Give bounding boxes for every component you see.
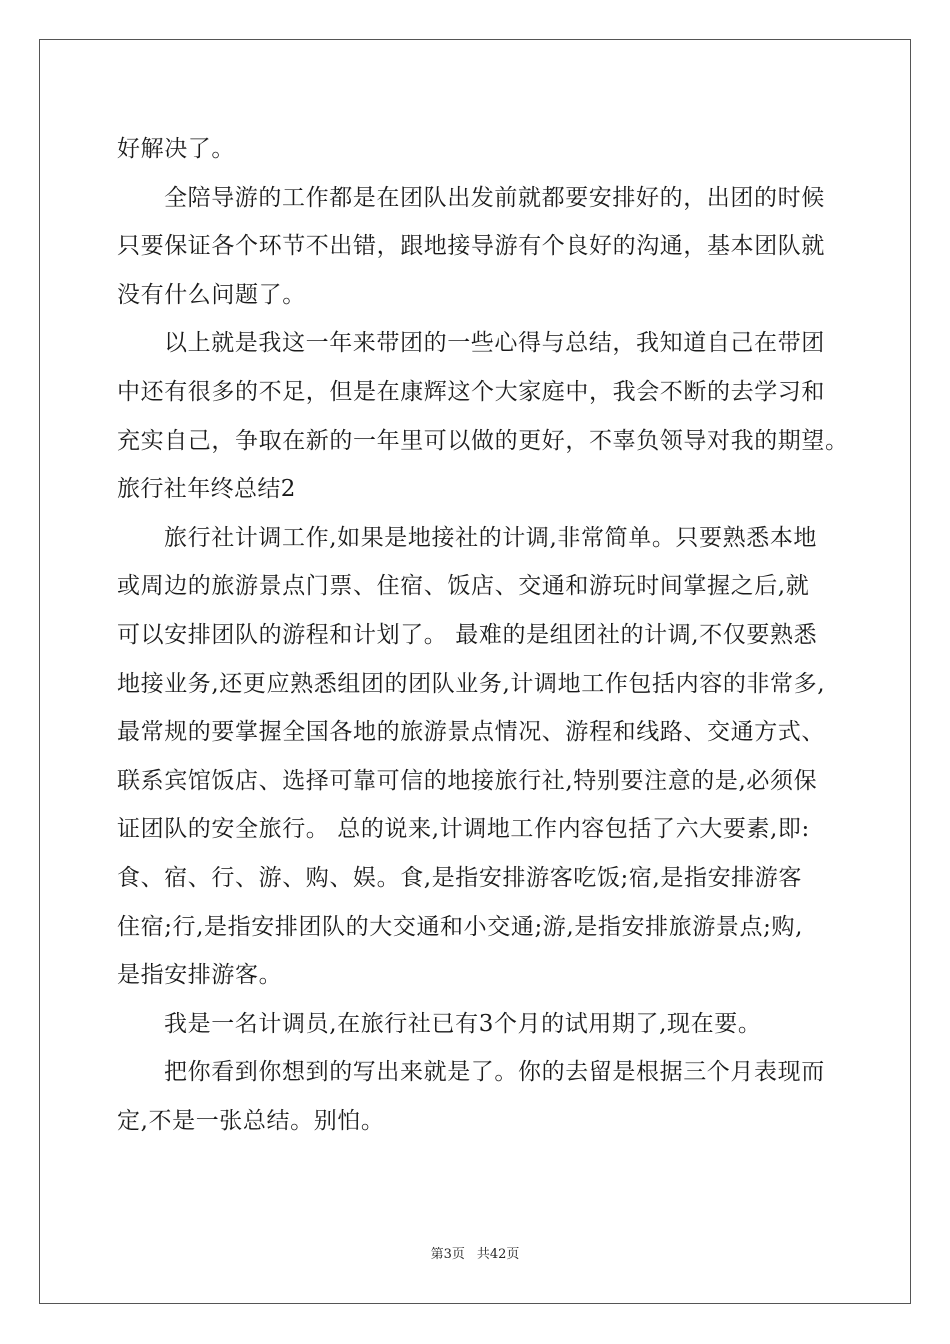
- page-footer: [0, 1246, 950, 1264]
- text-line: 联系宾馆饭店、选择可靠可信的地接旅行社,特别要注意的是,必须保: [117, 767, 818, 794]
- text-line: 或周边的旅游景点门票、住宿、饭店、交通和游玩时间掌握之后,就: [117, 573, 810, 600]
- paragraph-start: 全陪导游的工作都是在团队出发前就都要安排好的，出团的时候: [164, 184, 825, 211]
- text-line: 地接业务,还更应熟悉组团的团队业务,计调地工作包括内容的非常多,: [117, 670, 826, 697]
- text-line: 证团队的安全旅行。 总的说来,计调地工作内容包括了六大要素,即:: [117, 816, 810, 843]
- document-body: [117, 125, 849, 1145]
- text-line: 定,不是一张总结。别怕。: [117, 1107, 385, 1134]
- paragraph-start: 把你看到你想到的写出来就是了。你的去留是根据三个月表现而: [164, 1059, 825, 1086]
- text-line: 没有什么问题了。: [117, 281, 306, 308]
- text-line: 只要保证各个环节不出错，跟地接导游有个良好的沟通，基本团队就: [117, 233, 825, 260]
- text-line: 是指安排游客。: [117, 962, 283, 989]
- text-line: 充实自己，争取在新的一年里可以做的更好，不辜负领导对我的期望。: [117, 427, 849, 454]
- text-line: 住宿;行,是指安排团队的大交通和小交通;游,是指安排旅游景点;购,: [117, 913, 803, 940]
- text-line: 好解决了。: [117, 136, 235, 162]
- paragraph-start: 旅行社计调工作,如果是地接社的计调,非常简单。只要熟悉本地: [164, 524, 818, 551]
- paragraph-start: 以上就是我这一年来带团的一些心得与总结，我知道自己在带团: [164, 330, 825, 357]
- current-page-label: 第3页: [430, 1247, 465, 1262]
- total-pages-label: 共42页: [476, 1247, 520, 1262]
- text-line: 食、宿、行、游、购、娱。食,是指安排游客吃饭;宿,是指安排游客: [117, 864, 802, 891]
- text-line: 最常规的要掌握全国各地的旅游景点情况、游程和线路、交通方式、: [117, 719, 825, 746]
- section-heading: 旅行社年终总结2: [117, 476, 296, 503]
- text-line: 可以安排团队的游程和计划了。 最难的是组团社的计调,不仅要熟悉: [117, 621, 818, 648]
- text-line: 中还有很多的不足，但是在康辉这个大家庭中，我会不断的去学习和: [117, 378, 825, 405]
- paragraph-start: 我是一名计调员,在旅行社已有3个月的试用期了,现在要。: [164, 1010, 762, 1037]
